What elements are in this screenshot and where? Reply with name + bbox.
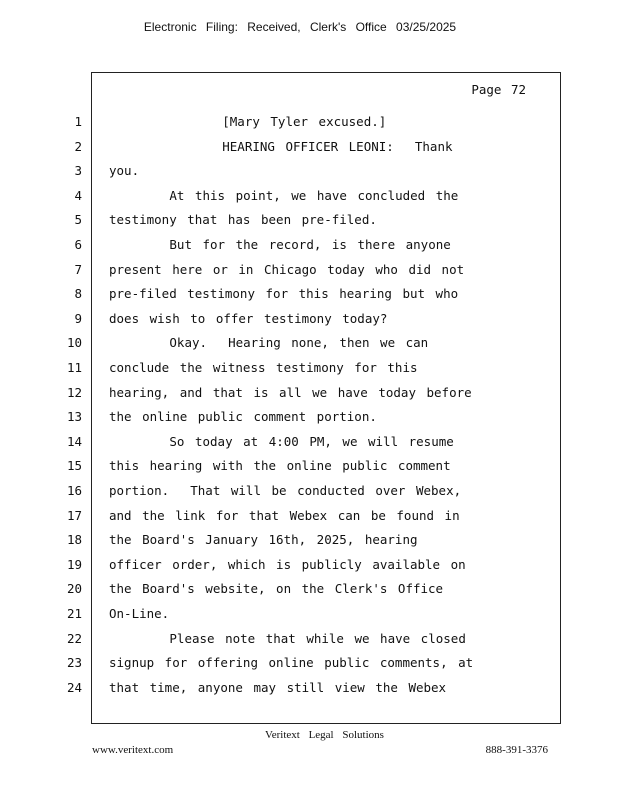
line-number: 13 [66,409,82,425]
transcript-line [0,504,618,528]
line-text: does wish to offer testimony today? [109,310,388,326]
line-text: that time, anyone may still view the Webex [109,679,447,695]
line-number: 7 [74,261,82,277]
line-number: 17 [66,507,82,523]
line-number: 4 [74,187,82,203]
line-text: signup for offering online public comments, at [109,655,474,671]
line-text: officer order, which is publicly available on [109,556,466,572]
line-text: But for the record, is there anyone [169,237,451,252]
line-number: 12 [66,384,82,400]
line-number: 2 [74,138,82,154]
line-number: 6 [74,237,82,252]
transcript-line [0,159,618,183]
line-number: 19 [66,556,82,572]
transcript-line [0,307,618,331]
line-text: [Mary Tyler excused.] [222,114,387,129]
line-text: hearing, and that is all we have today before [109,384,472,400]
transcript-line [0,184,618,208]
line-number: 22 [66,630,82,646]
line-number: 24 [66,679,82,695]
line-text: the Board's January 16th, 2025, hearing [109,532,418,548]
transcript-line [0,676,618,700]
line-text: Please note that while we have closed [169,630,466,646]
line-number: 16 [66,483,82,498]
line-number: 1 [74,114,82,129]
transcript-line [0,454,618,478]
footer-website: www.veritext.com [92,744,174,756]
line-text: the online public comment portion. [109,409,377,425]
footer-phone: 888-391-3376 [485,744,548,756]
transcript-line [0,528,618,552]
transcript-line [0,208,618,232]
line-text: portion. That will be conducted over Webex, [109,483,462,498]
transcript-line [0,627,618,651]
line-number: 5 [74,212,82,228]
line-number: 18 [66,532,82,548]
line-number: 15 [66,458,82,474]
line-text: this hearing with the online public comment [109,458,451,474]
transcript-line [0,577,618,601]
line-number: 11 [66,360,82,375]
line-text: testimony that has been pre-filed. [109,212,377,228]
line-text: conclude the witness testimony for this [109,360,418,375]
transcript-line [0,282,618,306]
page-number: Page 72 [471,82,526,97]
transcript-line [0,381,618,405]
transcript-line [0,602,618,626]
line-text: present here or in Chicago today who did not [109,261,465,277]
line-text: HEARING OFFICER LEONI: Thank [222,138,453,154]
line-text: On-Line. [109,606,170,621]
footer-company: Veritext Legal Solutions [265,729,384,741]
line-number: 14 [66,433,82,449]
line-number: 20 [66,581,82,597]
line-number: 23 [66,655,82,671]
line-number: 3 [74,163,82,179]
filing-stamp: Electronic Filing: Received, Clerk's Office 03/25/2025 [143,20,457,34]
line-number: 9 [74,310,82,326]
transcript-line [0,356,618,380]
line-text: pre-filed testimony for this hearing but who [109,286,459,302]
transcript-line [0,331,618,355]
line-text: At this point, we have concluded the [169,187,459,203]
line-text: So today at 4:00 PM, we will resume [169,433,454,449]
transcript-line [0,553,618,577]
transcript-line [0,135,618,159]
transcript-line [0,479,618,503]
transcript-line [0,651,618,675]
transcript-line [0,258,618,282]
line-text: Okay. Hearing none, then we can [169,335,429,351]
line-text: the Board's website, on the Clerk's Office [109,581,444,597]
line-number: 21 [66,606,82,621]
line-text: you. [109,163,140,179]
line-number: 10 [66,335,82,351]
transcript-line [0,233,618,257]
transcript-line [0,405,618,429]
transcript-line [0,430,618,454]
line-number: 8 [74,286,82,302]
line-text: and the link for that Webex can be found in [109,507,460,523]
transcript-line [0,110,618,134]
